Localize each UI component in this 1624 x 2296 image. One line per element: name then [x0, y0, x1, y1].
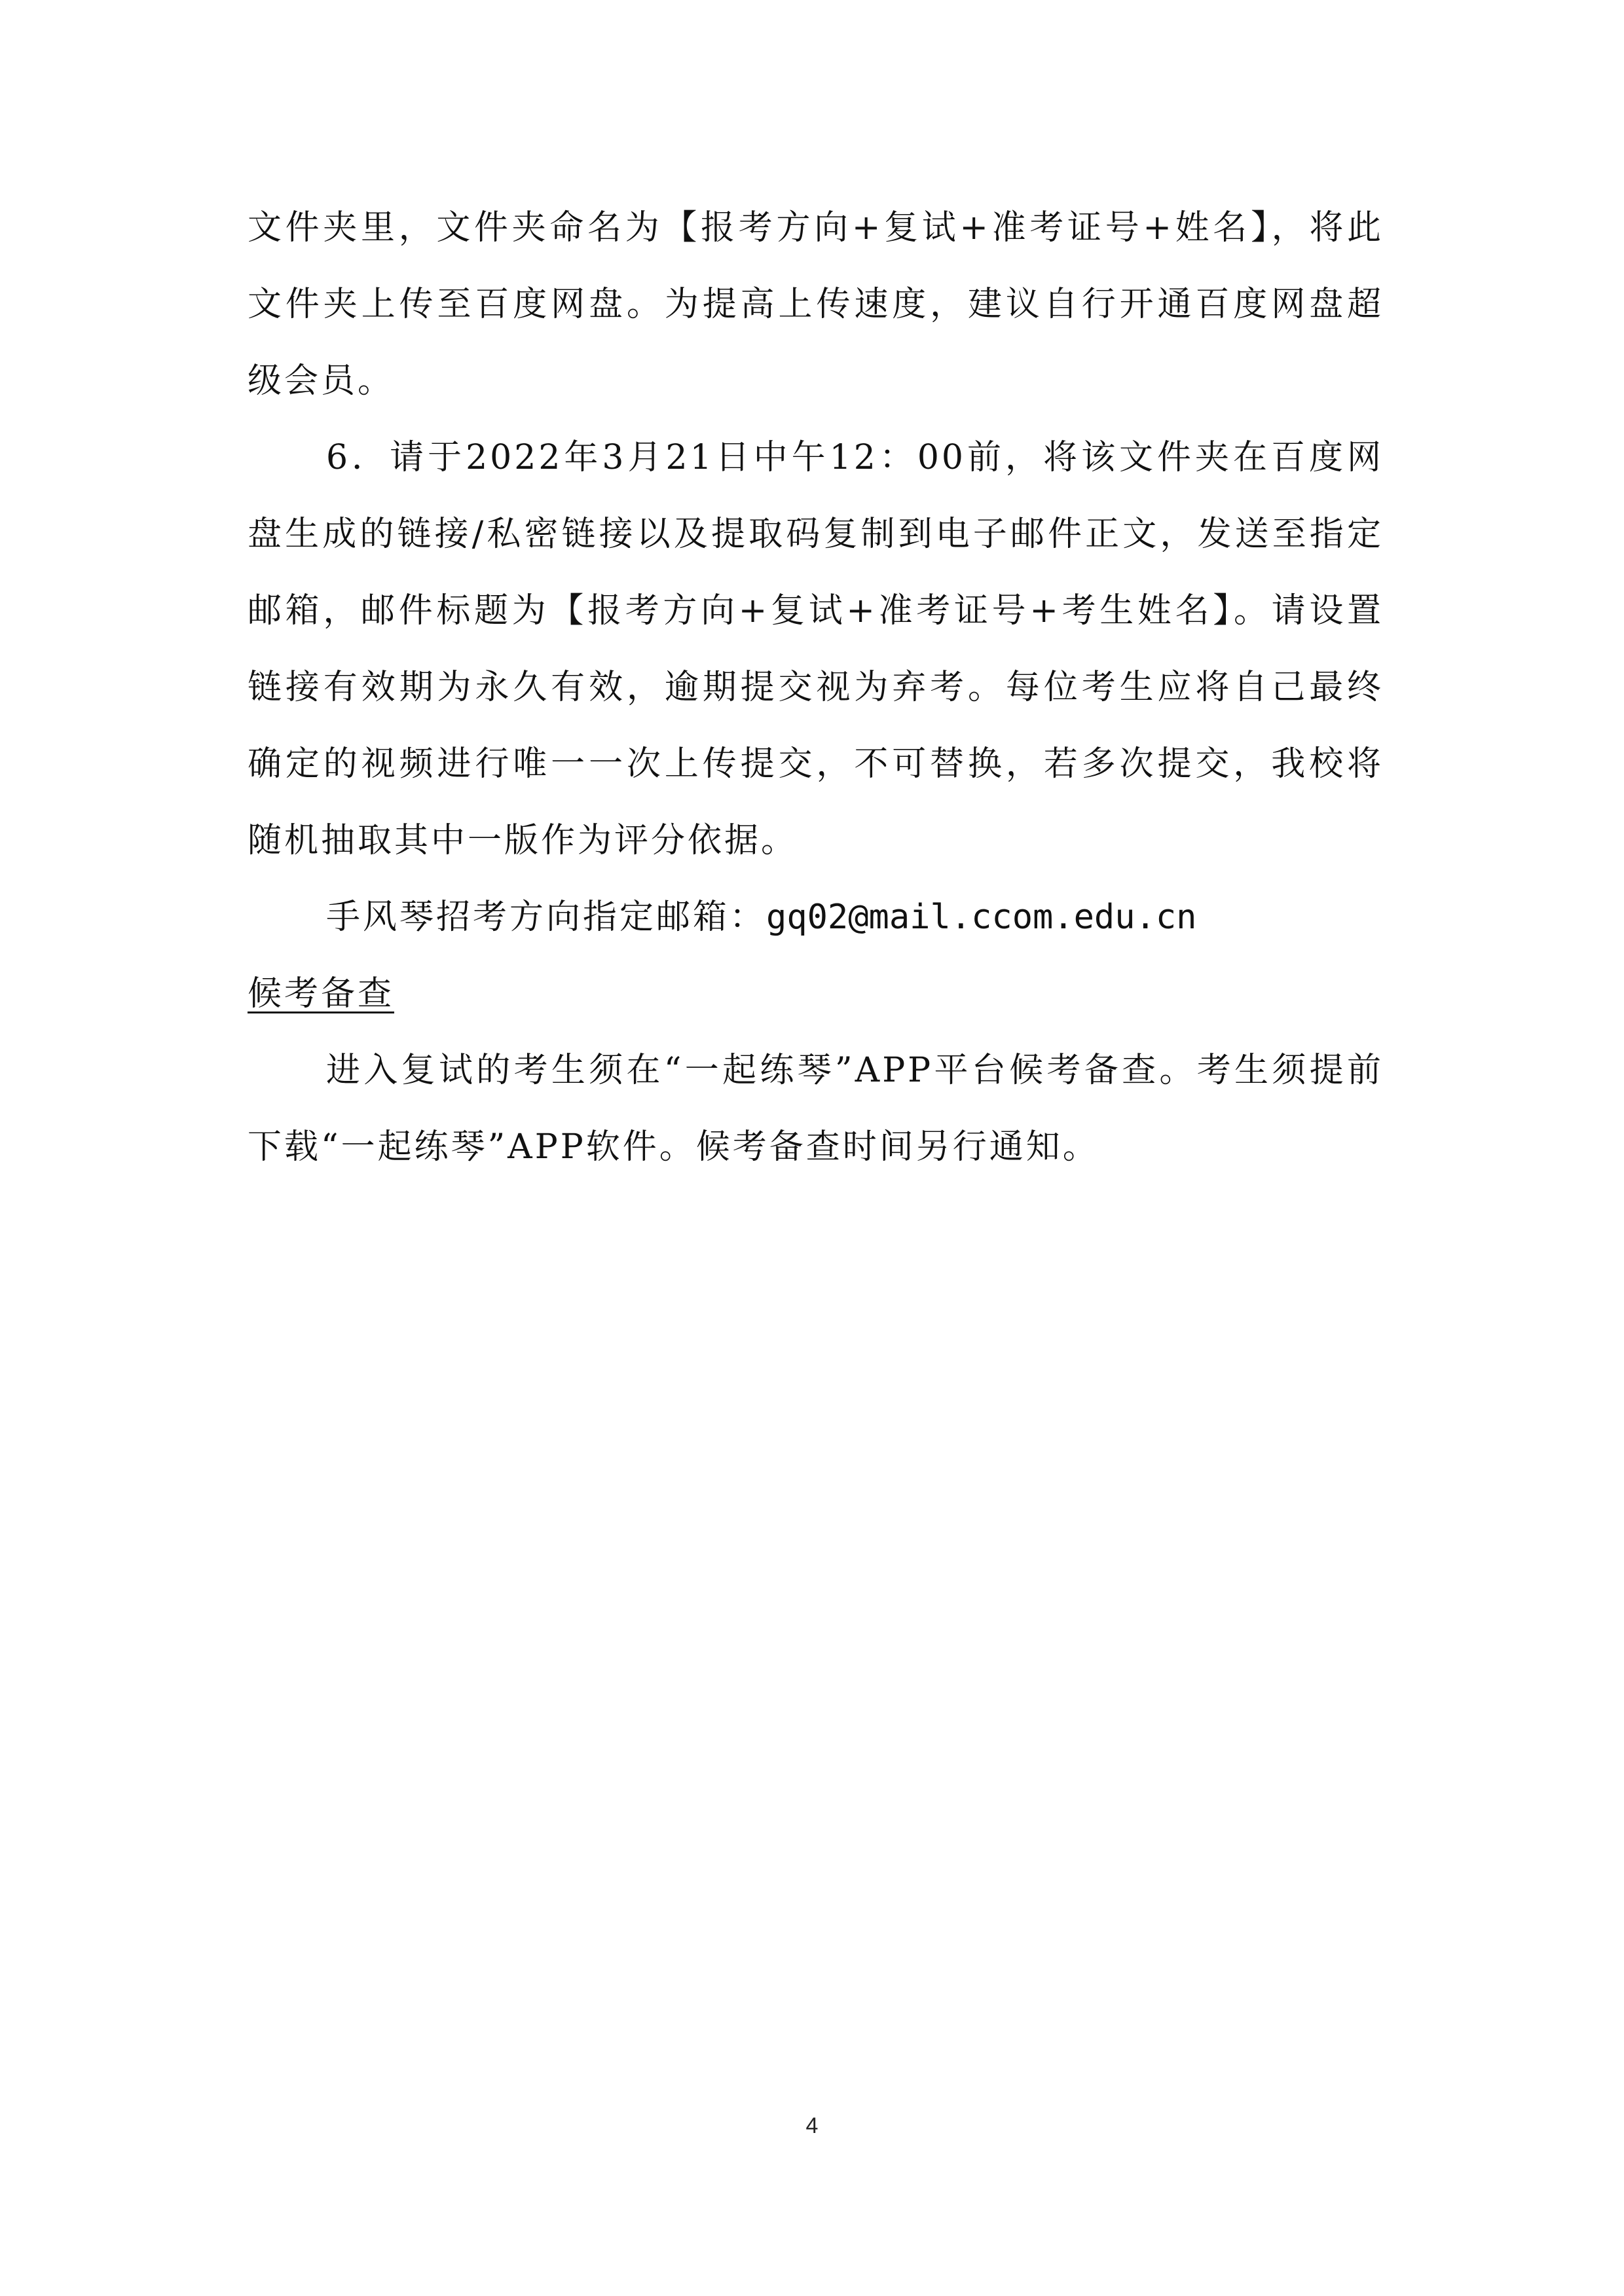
email-label: 手风琴招考方向指定邮箱：: [326, 898, 767, 937]
page-number: 4: [805, 2113, 819, 2138]
email-address: gq02@mail.ccom.edu.cn: [766, 898, 1197, 937]
paragraph-designated-email: [248, 879, 1384, 956]
section-heading: [248, 956, 1384, 1032]
section-heading-text: 候考备查: [248, 974, 395, 1013]
paragraph-submission-deadline: 6．请于2022年3月21日中午12：00前，将该文件夹在百度网盘生成的链接/私密链接以及提取码复制到电子邮件正文，发送至指定邮箱，邮件标题为【报考方向+复试+准考证号+考生姓名】。请设置链接有效期为永久有效，逾期提交视为弃考。每位考生应将自己最终确定的视频进行唯一一次上传提交，不可替换，若多次提交，我校将随机抽取其中一版作为评分依据。: [248, 438, 1384, 860]
paragraph-upload-folder: 文件夹里，文件夹命名为【报考方向+复试+准考证号+姓名】，将此文件夹上传至百度网盘。为提高上传速度，建议自行开通百度网盘超级会员。: [248, 208, 1384, 401]
document-body: [248, 190, 1384, 1186]
paragraph-waiting-check: 进入复试的考生须在“一起练琴”APP平台候考备查。考生须提前下载“一起练琴”APP软件。候考备查时间另行通知。: [248, 1051, 1384, 1167]
